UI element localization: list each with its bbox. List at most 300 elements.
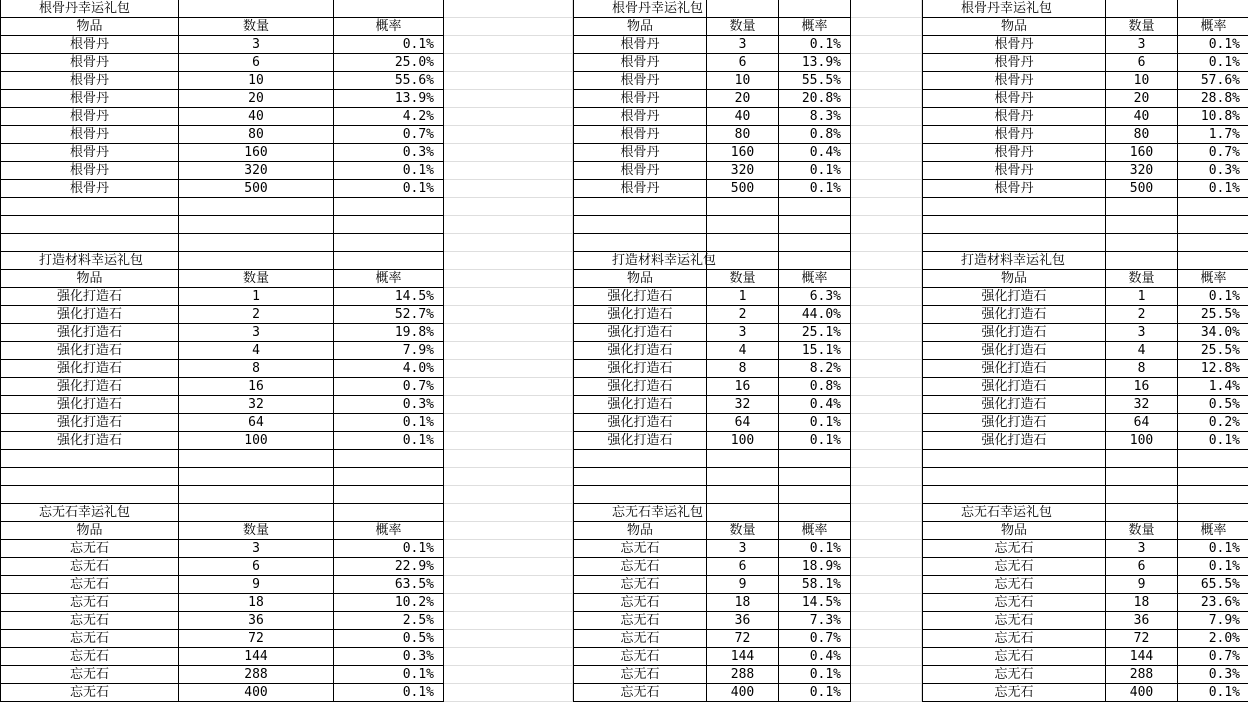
empty-cell[interactable] xyxy=(851,270,922,288)
cell-quantity[interactable]: 160 xyxy=(179,144,334,162)
cell-probability[interactable]: 0.1% xyxy=(334,684,444,702)
header-item[interactable]: 物品 xyxy=(922,18,1106,36)
cell-quantity[interactable]: 4 xyxy=(179,342,334,360)
empty-cell[interactable] xyxy=(922,198,1106,216)
cell-probability[interactable]: 0.1% xyxy=(779,684,851,702)
cell-probability[interactable]: 0.3% xyxy=(1178,666,1248,684)
cell-item[interactable]: 强化打造石 xyxy=(0,396,179,414)
cell-item[interactable]: 根骨丹 xyxy=(573,108,707,126)
empty-cell[interactable] xyxy=(851,414,922,432)
cell-probability[interactable]: 0.3% xyxy=(334,144,444,162)
header-item[interactable]: 物品 xyxy=(922,270,1106,288)
empty-cell[interactable] xyxy=(179,504,334,522)
empty-cell[interactable] xyxy=(707,216,779,234)
empty-cell[interactable] xyxy=(334,450,444,468)
cell-quantity[interactable]: 500 xyxy=(179,180,334,198)
empty-cell[interactable] xyxy=(0,486,179,504)
cell-probability[interactable]: 55.5% xyxy=(779,72,851,90)
cell-probability[interactable]: 0.1% xyxy=(334,540,444,558)
cell-item[interactable]: 强化打造石 xyxy=(922,324,1106,342)
empty-cell[interactable] xyxy=(444,306,573,324)
cell-probability[interactable]: 7.3% xyxy=(779,612,851,630)
empty-cell[interactable] xyxy=(444,324,573,342)
cell-quantity[interactable]: 80 xyxy=(1106,126,1178,144)
cell-probability[interactable]: 20.8% xyxy=(779,90,851,108)
empty-cell[interactable] xyxy=(707,198,779,216)
empty-cell[interactable] xyxy=(922,234,1106,252)
cell-quantity[interactable]: 100 xyxy=(707,432,779,450)
header-item[interactable]: 物品 xyxy=(0,522,179,540)
empty-cell[interactable] xyxy=(707,0,779,18)
cell-quantity[interactable]: 6 xyxy=(1106,558,1178,576)
cell-item[interactable]: 强化打造石 xyxy=(922,306,1106,324)
cell-quantity[interactable]: 36 xyxy=(1106,612,1178,630)
cell-item[interactable]: 强化打造石 xyxy=(573,378,707,396)
header-probability[interactable]: 概率 xyxy=(1178,522,1248,540)
empty-cell[interactable] xyxy=(334,252,444,270)
empty-cell[interactable] xyxy=(444,72,573,90)
empty-cell[interactable] xyxy=(851,324,922,342)
empty-cell[interactable] xyxy=(779,468,851,486)
empty-cell[interactable] xyxy=(707,234,779,252)
cell-quantity[interactable]: 18 xyxy=(179,594,334,612)
empty-cell[interactable] xyxy=(851,0,922,18)
empty-cell[interactable] xyxy=(334,0,444,18)
cell-item[interactable]: 忘无石 xyxy=(573,594,707,612)
cell-probability[interactable]: 12.8% xyxy=(1178,360,1248,378)
header-probability[interactable]: 概率 xyxy=(334,270,444,288)
empty-cell[interactable] xyxy=(1106,468,1178,486)
empty-cell[interactable] xyxy=(851,468,922,486)
cell-item[interactable]: 根骨丹 xyxy=(573,144,707,162)
cell-item[interactable]: 根骨丹 xyxy=(0,90,179,108)
empty-cell[interactable] xyxy=(851,162,922,180)
cell-item[interactable]: 忘无石 xyxy=(922,594,1106,612)
empty-cell[interactable] xyxy=(444,648,573,666)
cell-quantity[interactable]: 10 xyxy=(707,72,779,90)
empty-cell[interactable] xyxy=(334,198,444,216)
cell-item[interactable]: 忘无石 xyxy=(922,648,1106,666)
cell-probability[interactable]: 28.8% xyxy=(1178,90,1248,108)
cell-probability[interactable]: 0.1% xyxy=(779,180,851,198)
empty-cell[interactable] xyxy=(444,612,573,630)
cell-probability[interactable]: 2.0% xyxy=(1178,630,1248,648)
table-title[interactable]: 打造材料幸运礼包 xyxy=(573,252,707,270)
cell-item[interactable]: 根骨丹 xyxy=(573,36,707,54)
cell-quantity[interactable]: 288 xyxy=(707,666,779,684)
cell-item[interactable]: 忘无石 xyxy=(0,612,179,630)
cell-item[interactable]: 根骨丹 xyxy=(922,144,1106,162)
empty-cell[interactable] xyxy=(179,198,334,216)
cell-item[interactable]: 强化打造石 xyxy=(0,306,179,324)
empty-cell[interactable] xyxy=(779,252,851,270)
cell-item[interactable]: 根骨丹 xyxy=(922,180,1106,198)
cell-item[interactable]: 强化打造石 xyxy=(0,360,179,378)
cell-probability[interactable]: 0.7% xyxy=(779,630,851,648)
cell-item[interactable]: 强化打造石 xyxy=(922,342,1106,360)
cell-quantity[interactable]: 3 xyxy=(707,540,779,558)
header-item[interactable]: 物品 xyxy=(573,522,707,540)
cell-quantity[interactable]: 3 xyxy=(1106,540,1178,558)
cell-item[interactable]: 忘无石 xyxy=(573,648,707,666)
header-quantity[interactable]: 数量 xyxy=(179,18,334,36)
empty-cell[interactable] xyxy=(851,594,922,612)
empty-cell[interactable] xyxy=(444,396,573,414)
header-item[interactable]: 物品 xyxy=(573,18,707,36)
cell-item[interactable]: 根骨丹 xyxy=(0,180,179,198)
empty-cell[interactable] xyxy=(1178,252,1248,270)
cell-quantity[interactable]: 32 xyxy=(1106,396,1178,414)
empty-cell[interactable] xyxy=(179,216,334,234)
empty-cell[interactable] xyxy=(779,0,851,18)
cell-quantity[interactable]: 3 xyxy=(179,324,334,342)
cell-item[interactable]: 根骨丹 xyxy=(573,126,707,144)
empty-cell[interactable] xyxy=(851,180,922,198)
empty-cell[interactable] xyxy=(922,486,1106,504)
empty-cell[interactable] xyxy=(444,90,573,108)
cell-quantity[interactable]: 9 xyxy=(1106,576,1178,594)
cell-quantity[interactable]: 288 xyxy=(179,666,334,684)
table-title[interactable]: 忘无石幸运礼包 xyxy=(0,504,179,522)
cell-quantity[interactable]: 400 xyxy=(1106,684,1178,702)
empty-cell[interactable] xyxy=(707,252,779,270)
cell-probability[interactable]: 0.1% xyxy=(1178,54,1248,72)
cell-item[interactable]: 强化打造石 xyxy=(922,378,1106,396)
cell-quantity[interactable]: 400 xyxy=(179,684,334,702)
empty-cell[interactable] xyxy=(851,504,922,522)
empty-cell[interactable] xyxy=(851,540,922,558)
table-title[interactable]: 忘无石幸运礼包 xyxy=(573,504,707,522)
empty-cell[interactable] xyxy=(334,234,444,252)
header-probability[interactable]: 概率 xyxy=(1178,18,1248,36)
cell-quantity[interactable]: 144 xyxy=(1106,648,1178,666)
empty-cell[interactable] xyxy=(851,522,922,540)
header-quantity[interactable]: 数量 xyxy=(1106,18,1178,36)
empty-cell[interactable] xyxy=(444,468,573,486)
empty-cell[interactable] xyxy=(444,198,573,216)
cell-probability[interactable]: 19.8% xyxy=(334,324,444,342)
empty-cell[interactable] xyxy=(851,108,922,126)
cell-item[interactable]: 根骨丹 xyxy=(922,36,1106,54)
empty-cell[interactable] xyxy=(179,252,334,270)
cell-probability[interactable]: 1.4% xyxy=(1178,378,1248,396)
cell-quantity[interactable]: 32 xyxy=(707,396,779,414)
header-item[interactable]: 物品 xyxy=(0,18,179,36)
cell-quantity[interactable]: 6 xyxy=(1106,54,1178,72)
cell-quantity[interactable]: 288 xyxy=(1106,666,1178,684)
cell-probability[interactable]: 0.2% xyxy=(1178,414,1248,432)
header-quantity[interactable]: 数量 xyxy=(1106,522,1178,540)
cell-item[interactable]: 强化打造石 xyxy=(0,342,179,360)
cell-probability[interactable]: 0.1% xyxy=(779,36,851,54)
cell-probability[interactable]: 0.1% xyxy=(334,162,444,180)
cell-item[interactable]: 忘无石 xyxy=(0,648,179,666)
empty-cell[interactable] xyxy=(1106,234,1178,252)
cell-item[interactable]: 根骨丹 xyxy=(573,180,707,198)
cell-item[interactable]: 强化打造石 xyxy=(922,360,1106,378)
empty-cell[interactable] xyxy=(0,450,179,468)
cell-quantity[interactable]: 16 xyxy=(179,378,334,396)
empty-cell[interactable] xyxy=(1106,504,1178,522)
cell-item[interactable]: 根骨丹 xyxy=(573,90,707,108)
cell-item[interactable]: 忘无石 xyxy=(573,630,707,648)
cell-quantity[interactable]: 64 xyxy=(179,414,334,432)
cell-probability[interactable]: 0.1% xyxy=(1178,684,1248,702)
header-item[interactable]: 物品 xyxy=(0,270,179,288)
cell-quantity[interactable]: 10 xyxy=(179,72,334,90)
cell-probability[interactable]: 13.9% xyxy=(779,54,851,72)
cell-quantity[interactable]: 64 xyxy=(707,414,779,432)
empty-cell[interactable] xyxy=(922,468,1106,486)
empty-cell[interactable] xyxy=(851,342,922,360)
cell-quantity[interactable]: 80 xyxy=(707,126,779,144)
cell-quantity[interactable]: 3 xyxy=(179,36,334,54)
empty-cell[interactable] xyxy=(334,486,444,504)
header-quantity[interactable]: 数量 xyxy=(179,522,334,540)
empty-cell[interactable] xyxy=(573,216,707,234)
cell-probability[interactable]: 0.1% xyxy=(334,36,444,54)
empty-cell[interactable] xyxy=(444,540,573,558)
cell-probability[interactable]: 7.9% xyxy=(334,342,444,360)
cell-quantity[interactable]: 8 xyxy=(179,360,334,378)
cell-quantity[interactable]: 20 xyxy=(179,90,334,108)
empty-cell[interactable] xyxy=(1106,0,1178,18)
cell-item[interactable]: 忘无石 xyxy=(0,684,179,702)
empty-cell[interactable] xyxy=(444,108,573,126)
cell-quantity[interactable]: 160 xyxy=(707,144,779,162)
cell-quantity[interactable]: 18 xyxy=(707,594,779,612)
cell-probability[interactable]: 0.1% xyxy=(779,540,851,558)
cell-item[interactable]: 忘无石 xyxy=(0,630,179,648)
cell-probability[interactable]: 25.0% xyxy=(334,54,444,72)
cell-quantity[interactable]: 40 xyxy=(1106,108,1178,126)
empty-cell[interactable] xyxy=(444,162,573,180)
cell-quantity[interactable]: 4 xyxy=(707,342,779,360)
cell-probability[interactable]: 0.1% xyxy=(779,414,851,432)
cell-probability[interactable]: 0.7% xyxy=(334,126,444,144)
cell-item[interactable]: 强化打造石 xyxy=(922,288,1106,306)
header-item[interactable]: 物品 xyxy=(573,270,707,288)
empty-cell[interactable] xyxy=(444,36,573,54)
empty-cell[interactable] xyxy=(444,594,573,612)
cell-probability[interactable]: 0.5% xyxy=(1178,396,1248,414)
cell-probability[interactable]: 18.9% xyxy=(779,558,851,576)
empty-cell[interactable] xyxy=(1178,504,1248,522)
empty-cell[interactable] xyxy=(1178,198,1248,216)
cell-quantity[interactable]: 2 xyxy=(179,306,334,324)
cell-item[interactable]: 强化打造石 xyxy=(0,324,179,342)
cell-quantity[interactable]: 100 xyxy=(1106,432,1178,450)
empty-cell[interactable] xyxy=(444,378,573,396)
cell-probability[interactable]: 10.8% xyxy=(1178,108,1248,126)
empty-cell[interactable] xyxy=(707,486,779,504)
empty-cell[interactable] xyxy=(444,288,573,306)
cell-probability[interactable]: 0.1% xyxy=(1178,36,1248,54)
cell-probability[interactable]: 0.4% xyxy=(779,144,851,162)
empty-cell[interactable] xyxy=(851,612,922,630)
empty-cell[interactable] xyxy=(851,126,922,144)
empty-cell[interactable] xyxy=(851,450,922,468)
cell-quantity[interactable]: 3 xyxy=(1106,36,1178,54)
cell-item[interactable]: 根骨丹 xyxy=(573,54,707,72)
cell-item[interactable]: 忘无石 xyxy=(922,666,1106,684)
cell-probability[interactable]: 15.1% xyxy=(779,342,851,360)
cell-quantity[interactable]: 320 xyxy=(707,162,779,180)
cell-probability[interactable]: 0.5% xyxy=(334,630,444,648)
empty-cell[interactable] xyxy=(179,450,334,468)
empty-cell[interactable] xyxy=(851,36,922,54)
cell-item[interactable]: 根骨丹 xyxy=(0,162,179,180)
empty-cell[interactable] xyxy=(851,360,922,378)
cell-probability[interactable]: 0.1% xyxy=(334,666,444,684)
cell-probability[interactable]: 22.9% xyxy=(334,558,444,576)
cell-probability[interactable]: 0.7% xyxy=(334,378,444,396)
cell-quantity[interactable]: 20 xyxy=(1106,90,1178,108)
cell-item[interactable]: 根骨丹 xyxy=(573,72,707,90)
empty-cell[interactable] xyxy=(1106,252,1178,270)
cell-quantity[interactable]: 144 xyxy=(179,648,334,666)
header-item[interactable]: 物品 xyxy=(922,522,1106,540)
cell-probability[interactable]: 0.3% xyxy=(334,396,444,414)
empty-cell[interactable] xyxy=(1178,234,1248,252)
cell-probability[interactable]: 44.0% xyxy=(779,306,851,324)
cell-item[interactable]: 强化打造石 xyxy=(573,324,707,342)
cell-probability[interactable]: 0.1% xyxy=(1178,432,1248,450)
cell-quantity[interactable]: 36 xyxy=(707,612,779,630)
cell-quantity[interactable]: 6 xyxy=(707,54,779,72)
empty-cell[interactable] xyxy=(851,486,922,504)
cell-quantity[interactable]: 18 xyxy=(1106,594,1178,612)
empty-cell[interactable] xyxy=(444,216,573,234)
cell-quantity[interactable]: 320 xyxy=(1106,162,1178,180)
empty-cell[interactable] xyxy=(1106,216,1178,234)
cell-item[interactable]: 根骨丹 xyxy=(922,90,1106,108)
cell-item[interactable]: 强化打造石 xyxy=(0,378,179,396)
cell-quantity[interactable]: 320 xyxy=(179,162,334,180)
cell-quantity[interactable]: 20 xyxy=(707,90,779,108)
empty-cell[interactable] xyxy=(707,504,779,522)
empty-cell[interactable] xyxy=(444,450,573,468)
cell-quantity[interactable]: 36 xyxy=(179,612,334,630)
cell-probability[interactable]: 0.4% xyxy=(779,648,851,666)
cell-probability[interactable]: 0.4% xyxy=(779,396,851,414)
cell-quantity[interactable]: 1 xyxy=(707,288,779,306)
empty-cell[interactable] xyxy=(851,18,922,36)
cell-probability[interactable]: 1.7% xyxy=(1178,126,1248,144)
cell-probability[interactable]: 0.7% xyxy=(1178,144,1248,162)
cell-item[interactable]: 根骨丹 xyxy=(922,72,1106,90)
cell-item[interactable]: 忘无石 xyxy=(0,594,179,612)
cell-item[interactable]: 根骨丹 xyxy=(0,144,179,162)
cell-quantity[interactable]: 16 xyxy=(707,378,779,396)
cell-probability[interactable]: 63.5% xyxy=(334,576,444,594)
empty-cell[interactable] xyxy=(851,306,922,324)
empty-cell[interactable] xyxy=(851,90,922,108)
cell-quantity[interactable]: 100 xyxy=(179,432,334,450)
table-title[interactable]: 打造材料幸运礼包 xyxy=(0,252,179,270)
cell-probability[interactable]: 0.1% xyxy=(779,162,851,180)
empty-cell[interactable] xyxy=(851,432,922,450)
cell-item[interactable]: 强化打造石 xyxy=(922,432,1106,450)
cell-probability[interactable]: 52.7% xyxy=(334,306,444,324)
cell-probability[interactable]: 58.1% xyxy=(779,576,851,594)
cell-item[interactable]: 忘无石 xyxy=(0,576,179,594)
empty-cell[interactable] xyxy=(179,486,334,504)
header-probability[interactable]: 概率 xyxy=(779,18,851,36)
cell-quantity[interactable]: 3 xyxy=(179,540,334,558)
cell-quantity[interactable]: 72 xyxy=(707,630,779,648)
cell-quantity[interactable]: 9 xyxy=(179,576,334,594)
empty-cell[interactable] xyxy=(779,216,851,234)
empty-cell[interactable] xyxy=(573,198,707,216)
cell-quantity[interactable]: 400 xyxy=(707,684,779,702)
empty-cell[interactable] xyxy=(851,252,922,270)
cell-item[interactable]: 根骨丹 xyxy=(0,108,179,126)
header-probability[interactable]: 概率 xyxy=(779,522,851,540)
empty-cell[interactable] xyxy=(444,126,573,144)
cell-item[interactable]: 忘无石 xyxy=(922,684,1106,702)
cell-item[interactable]: 忘无石 xyxy=(922,558,1106,576)
empty-cell[interactable] xyxy=(573,486,707,504)
cell-probability[interactable]: 0.1% xyxy=(779,666,851,684)
cell-probability[interactable]: 13.9% xyxy=(334,90,444,108)
cell-probability[interactable]: 65.5% xyxy=(1178,576,1248,594)
empty-cell[interactable] xyxy=(851,396,922,414)
empty-cell[interactable] xyxy=(444,360,573,378)
empty-cell[interactable] xyxy=(0,468,179,486)
cell-probability[interactable]: 25.5% xyxy=(1178,342,1248,360)
cell-probability[interactable]: 4.2% xyxy=(334,108,444,126)
empty-cell[interactable] xyxy=(851,558,922,576)
cell-probability[interactable]: 0.1% xyxy=(1178,558,1248,576)
cell-item[interactable]: 强化打造石 xyxy=(573,306,707,324)
header-quantity[interactable]: 数量 xyxy=(707,18,779,36)
empty-cell[interactable] xyxy=(444,18,573,36)
cell-probability[interactable]: 14.5% xyxy=(779,594,851,612)
cell-quantity[interactable]: 16 xyxy=(1106,378,1178,396)
empty-cell[interactable] xyxy=(179,468,334,486)
cell-item[interactable]: 忘无石 xyxy=(922,540,1106,558)
cell-item[interactable]: 忘无石 xyxy=(573,684,707,702)
empty-cell[interactable] xyxy=(444,486,573,504)
cell-quantity[interactable]: 3 xyxy=(1106,324,1178,342)
empty-cell[interactable] xyxy=(0,234,179,252)
empty-cell[interactable] xyxy=(444,666,573,684)
cell-probability[interactable]: 0.1% xyxy=(334,432,444,450)
cell-item[interactable]: 根骨丹 xyxy=(0,36,179,54)
cell-item[interactable]: 忘无石 xyxy=(922,630,1106,648)
cell-item[interactable]: 强化打造石 xyxy=(0,432,179,450)
empty-cell[interactable] xyxy=(444,252,573,270)
cell-quantity[interactable]: 160 xyxy=(1106,144,1178,162)
cell-probability[interactable]: 2.5% xyxy=(334,612,444,630)
cell-quantity[interactable]: 80 xyxy=(179,126,334,144)
cell-quantity[interactable]: 40 xyxy=(707,108,779,126)
header-probability[interactable]: 概率 xyxy=(334,522,444,540)
empty-cell[interactable] xyxy=(444,558,573,576)
cell-probability[interactable]: 7.9% xyxy=(1178,612,1248,630)
cell-quantity[interactable]: 1 xyxy=(179,288,334,306)
cell-probability[interactable]: 4.0% xyxy=(334,360,444,378)
empty-cell[interactable] xyxy=(444,180,573,198)
empty-cell[interactable] xyxy=(851,198,922,216)
header-quantity[interactable]: 数量 xyxy=(1106,270,1178,288)
cell-quantity[interactable]: 3 xyxy=(707,36,779,54)
cell-quantity[interactable]: 1 xyxy=(1106,288,1178,306)
empty-cell[interactable] xyxy=(444,270,573,288)
empty-cell[interactable] xyxy=(1178,468,1248,486)
cell-probability[interactable]: 0.8% xyxy=(779,378,851,396)
